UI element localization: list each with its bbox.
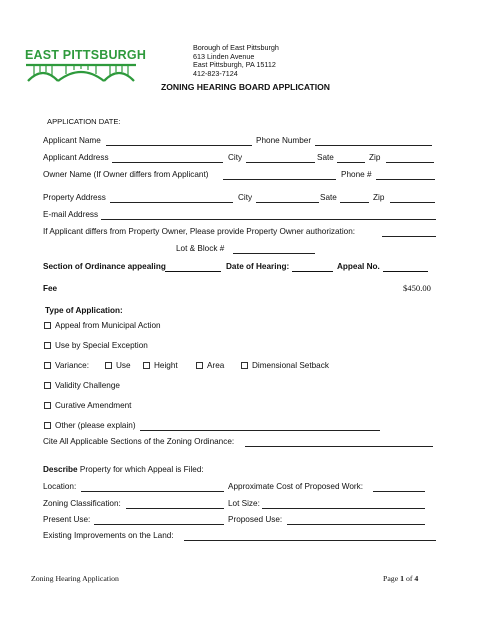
page-current: 1: [400, 574, 405, 583]
option-area[interactable]: [196, 361, 224, 370]
describe-heading: [43, 465, 204, 474]
page-total: 4: [414, 574, 419, 583]
address-line: 613 Linden Avenue: [193, 51, 255, 61]
location-field[interactable]: [81, 491, 224, 492]
email-label: E-mail Address: [43, 210, 99, 219]
existing-improvements-field[interactable]: [184, 540, 436, 541]
zoning-class-field[interactable]: [126, 508, 224, 509]
property-city-label: City: [238, 193, 253, 202]
property-state-field[interactable]: [340, 202, 369, 203]
page-prefix: Page: [383, 574, 399, 583]
applicant-address-field[interactable]: [112, 162, 223, 163]
owner-phone-label: Phone #: [341, 170, 372, 179]
footer-title: Zoning Hearing Application: [31, 574, 119, 583]
checkbox[interactable]: [44, 362, 51, 369]
cite-sections-field[interactable]: [245, 446, 433, 447]
option-label: Area: [207, 361, 225, 370]
option-use[interactable]: [105, 361, 131, 370]
date-hearing-label: Date of Hearing:: [226, 262, 290, 271]
option-label: Use by Special Exception: [55, 341, 148, 350]
option-label: Curative Amendment: [55, 401, 132, 410]
city-field[interactable]: [246, 162, 315, 163]
option-label: Other (please explain): [55, 421, 136, 430]
owner-name-label: Owner Name (If Owner differs from Applicant): [43, 170, 209, 179]
cite-sections-label: Cite All Applicable Sections of the Zoning Ordinance:: [43, 437, 235, 446]
present-use-field[interactable]: [94, 524, 224, 525]
checkbox[interactable]: [196, 362, 203, 369]
checkbox[interactable]: [44, 322, 51, 329]
checkbox[interactable]: [44, 422, 51, 429]
option-special-exception[interactable]: [44, 341, 148, 350]
zoning-class-label: Zoning Classification:: [43, 499, 121, 508]
checkbox[interactable]: [44, 342, 51, 349]
property-address-field[interactable]: [110, 202, 233, 203]
option-label: Use: [116, 361, 131, 370]
approx-cost-label: Approximate Cost of Proposed Work:: [228, 482, 364, 491]
fee-label: Fee: [43, 284, 58, 293]
other-explain-field[interactable]: [140, 430, 380, 431]
lot-block-field[interactable]: [233, 253, 315, 254]
checkbox[interactable]: [44, 382, 51, 389]
authorization-field[interactable]: [382, 236, 436, 237]
address-line: East Pittsburgh, PA 15112: [193, 60, 276, 70]
property-zip-field[interactable]: [390, 202, 435, 203]
appeal-no-field[interactable]: [383, 271, 428, 272]
bridge-icon: [24, 60, 138, 82]
borough-address: [193, 44, 279, 78]
address-line: 412-823-7124: [193, 68, 238, 78]
date-hearing-field[interactable]: [292, 271, 333, 272]
lot-size-field[interactable]: [262, 508, 425, 509]
option-dimensional-setback[interactable]: [241, 361, 329, 370]
application-date-label: APPLICATION DATE:: [47, 117, 121, 126]
option-label: Validity Challenge: [55, 381, 120, 390]
checkbox[interactable]: [44, 402, 51, 409]
checkbox[interactable]: [241, 362, 248, 369]
option-label: Dimensional Setback: [252, 361, 329, 370]
lot-block-label: Lot & Block #: [176, 244, 225, 253]
state-label: Sate: [317, 153, 334, 162]
zip-label: Zip: [369, 153, 381, 162]
phone-number-label: Phone Number: [256, 136, 312, 145]
describe-bold: Describe: [43, 465, 78, 474]
property-city-field[interactable]: [256, 202, 319, 203]
option-label: Variance:: [55, 361, 89, 370]
section-ordinance-label: Section of Ordinance appealing: [43, 262, 166, 271]
type-heading: Type of Application:: [45, 306, 123, 315]
option-validity[interactable]: [44, 381, 120, 390]
proposed-use-field[interactable]: [287, 524, 425, 525]
present-use-label: Present Use:: [43, 515, 91, 524]
form-title: ZONING HEARING BOARD APPLICATION: [161, 82, 331, 92]
section-ordinance-field[interactable]: [165, 271, 221, 272]
appeal-no-label: Appeal No.: [337, 262, 380, 271]
proposed-use-label: Proposed Use:: [228, 515, 283, 524]
page-indicator: [383, 574, 418, 583]
state-field[interactable]: [337, 162, 365, 163]
property-address-label: Property Address: [43, 193, 106, 202]
page-of: of: [405, 574, 413, 583]
checkbox[interactable]: [105, 362, 112, 369]
owner-phone-field[interactable]: [376, 179, 435, 180]
existing-improvements-label: Existing Improvements on the Land:: [43, 531, 174, 540]
applicant-address-label: Applicant Address: [43, 153, 109, 162]
option-label: Appeal from Municipal Action: [55, 321, 161, 330]
city-label: City: [228, 153, 243, 162]
owner-name-field[interactable]: [223, 179, 336, 180]
option-appeal[interactable]: [44, 321, 161, 330]
address-line: Borough of East Pittsburgh: [193, 43, 279, 52]
authorization-label: If Applicant differs from Property Owner, Please provide Property Owner authorization:: [43, 227, 356, 236]
logo-text: EAST PITTSBURGH: [25, 48, 147, 62]
option-label: Height: [154, 361, 178, 370]
phone-number-field[interactable]: [315, 145, 432, 146]
lot-size-label: Lot Size:: [228, 499, 260, 508]
describe-rest: Property for which Appeal is Filed:: [79, 465, 204, 474]
approx-cost-field[interactable]: [373, 491, 425, 492]
property-state-label: Sate: [320, 193, 337, 202]
option-height[interactable]: [143, 361, 178, 370]
applicant-name-field[interactable]: [106, 145, 252, 146]
email-field[interactable]: [101, 219, 436, 220]
property-zip-label: Zip: [373, 193, 385, 202]
fee-value: $450.00: [403, 283, 431, 293]
option-curative[interactable]: [44, 401, 131, 410]
option-variance[interactable]: [44, 361, 89, 370]
zip-field[interactable]: [386, 162, 434, 163]
location-label: Location:: [43, 482, 77, 491]
applicant-name-label: Applicant Name: [43, 136, 101, 145]
checkbox[interactable]: [143, 362, 150, 369]
option-other[interactable]: [44, 421, 136, 430]
